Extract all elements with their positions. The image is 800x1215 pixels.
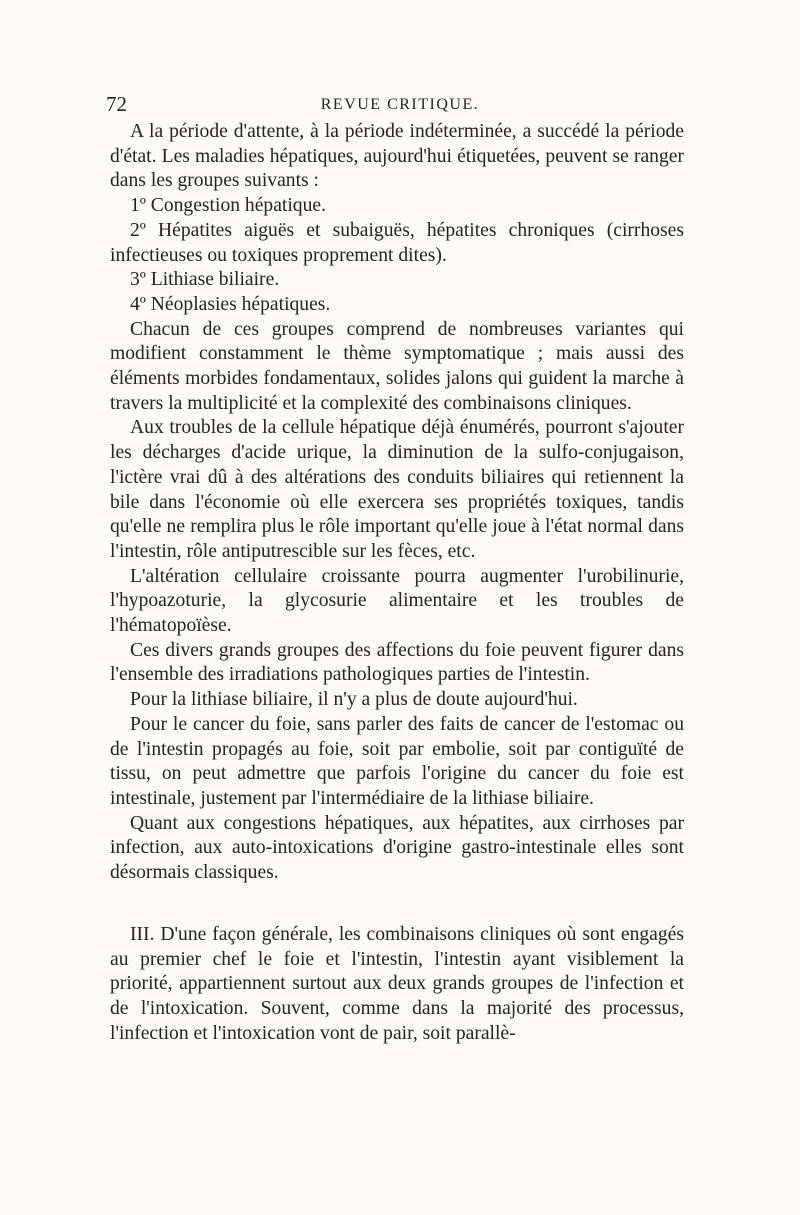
page-number: 72	[106, 92, 127, 116]
paragraph: Quant aux congestions hépatiques, aux hépatites, aux cirrhoses par infection, aux auto-intoxications d'origine gastro-intestinale elles sont désormais classiques.	[110, 812, 684, 884]
paragraph: Aux troubles de la cellule hépatique déjà énumérés, pourront s'ajouter les décharges d'acide urique, la diminution de la sulfo-conjugaison, l'ictère vrai dû à des altérations des conduits biliaires qui retiennent la bile dans l'économie où elle exercera ses propriétés toxiques, tandis qu'elle ne remplira plus le rôle important qu'elle joue à l'état normal dans l'intestin, rôle antiputrescible sur les fèces, etc.	[110, 417, 684, 562]
running-title: REVUE CRITIQUE.	[320, 96, 480, 113]
list-item: 1º Congestion hépatique.	[130, 195, 326, 217]
body-text	[110, 120, 684, 1046]
paragraph: L'altération cellulaire croissante pourra augmenter l'urobilinurie, l'hypoazoturie, la glycosurie alimentaire et les troubles de l'hématopoïèse.	[110, 565, 684, 637]
paragraph: Ces divers grands groupes des affections du foie peuvent figurer dans l'ensemble des irradiations pathologiques parties de l'intestin.	[110, 639, 684, 686]
list-item: 4º Néoplasies hépatiques.	[130, 293, 331, 315]
paragraph: Chacun de ces groupes comprend de nombreuses variantes qui modifient constamment le thème symptomatique ; mais aussi des éléments morbides fondamentaux, solides jalons qui guident la marche à travers la multiplicité et la complexité des combinaisons cliniques.	[110, 318, 684, 414]
paragraph: Pour la lithiase biliaire, il n'y a plus de doute aujourd'hui.	[130, 689, 578, 711]
list-item: 2º Hépatites aiguës et subaiguës, hépatites chroniques (cirrhoses infectieuses ou toxiques proprement dites).	[110, 219, 684, 266]
paragraph-section-iii: III. D'une façon générale, les combinaisons cliniques où sont engagés au premier chef le foie et l'intestin, l'intestin ayant visiblement la priorité, appartiennent surtout aux deux grands groupes de l'infection et de l'intoxication. Souvent, comme dans la majorité des processus, l'infection et l'intoxication vont de pair, soit parallè-	[110, 923, 684, 1044]
paragraph-intro: A la période d'attente, à la période indéterminée, a succédé la période d'état. Les maladies hépatiques, aujourd'hui étiquetées, peuvent se ranger dans les groupes suivants :	[110, 121, 684, 192]
paragraph: Pour le cancer du foie, sans parler des faits de cancer de l'estomac ou de l'intestin propagés au foie, soit par embolie, soit par contiguïté de tissu, on peut admettre que parfois l'origine du cancer du foie est intestinale, justement par l'intermédiaire de la lithiase biliaire.	[110, 713, 684, 809]
list-item: 3º Lithiase biliaire.	[130, 269, 280, 291]
